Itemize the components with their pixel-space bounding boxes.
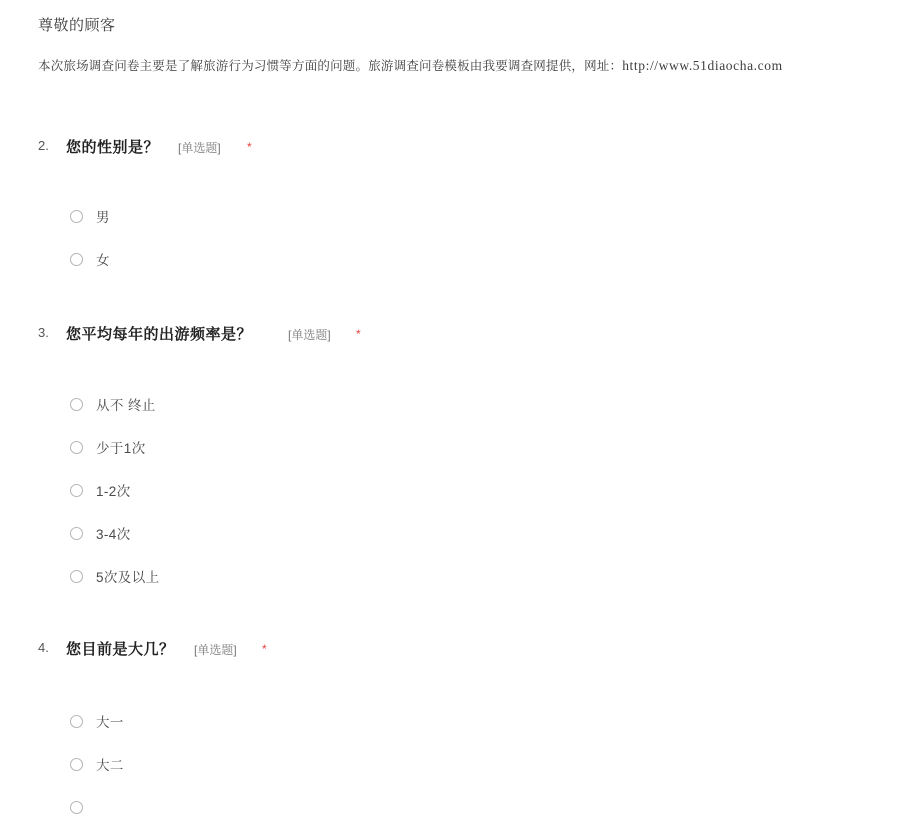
question-header [0, 136, 900, 160]
question-title: 您的性别是？ [66, 139, 160, 156]
radio-circle-icon[interactable] [70, 570, 83, 583]
option-label: 5次及以上 [96, 570, 160, 585]
option-label: 3-4次 [96, 527, 131, 542]
survey-intro [38, 56, 783, 74]
question-header [0, 323, 900, 347]
required-marker: * [247, 140, 252, 154]
radio-circle-icon[interactable] [70, 484, 83, 497]
intro-url: http://www.51diaocha.com [622, 58, 783, 73]
radio-option[interactable] [70, 796, 96, 818]
radio-circle-icon[interactable] [70, 715, 83, 728]
radio-option[interactable] [70, 393, 156, 415]
question-type-label: [单选题] [194, 643, 237, 657]
option-label: 女 [96, 253, 110, 268]
required-marker: * [262, 642, 267, 656]
radio-option[interactable] [70, 436, 146, 458]
radio-option[interactable] [70, 479, 131, 501]
question-block-2 [0, 136, 900, 268]
radio-option[interactable] [70, 753, 124, 775]
option-label: 大一 [96, 715, 124, 730]
question-number: 3. [38, 325, 49, 340]
question-block-3 [0, 323, 900, 585]
option-label: 少于1次 [96, 441, 146, 456]
radio-circle-icon[interactable] [70, 253, 83, 266]
radio-circle-icon[interactable] [70, 210, 83, 223]
option-label: 男 [96, 210, 110, 225]
radio-circle-icon[interactable] [70, 527, 83, 540]
question-type-label: [单选题] [288, 328, 331, 342]
intro-text: 本次旅场调查问卷主要是了解旅游行为习惯等方面的问题。旅游调查问卷模板由我要调查网提供，网址： [38, 59, 623, 73]
required-marker: * [356, 327, 361, 341]
radio-option[interactable] [70, 565, 160, 587]
question-block-4 [0, 638, 900, 773]
radio-option[interactable] [70, 248, 110, 270]
question-type-label: [单选题] [178, 141, 221, 155]
question-title: 您平均每年的出游频率是？ [66, 326, 253, 343]
question-header [0, 638, 900, 662]
option-label: 从不 终止 [96, 398, 156, 413]
radio-circle-icon[interactable] [70, 758, 83, 771]
radio-circle-icon[interactable] [70, 398, 83, 411]
page-title: 尊敬的顾客 [38, 17, 116, 34]
option-label: 大二 [96, 758, 124, 773]
radio-circle-icon[interactable] [70, 441, 83, 454]
question-number: 2. [38, 138, 49, 153]
radio-option[interactable] [70, 710, 124, 732]
question-number: 4. [38, 640, 49, 655]
radio-option[interactable] [70, 522, 131, 544]
radio-option[interactable] [70, 205, 110, 227]
radio-circle-icon[interactable] [70, 801, 83, 814]
option-label: 1-2次 [96, 484, 131, 499]
question-title: 您目前是大几？ [66, 641, 175, 658]
